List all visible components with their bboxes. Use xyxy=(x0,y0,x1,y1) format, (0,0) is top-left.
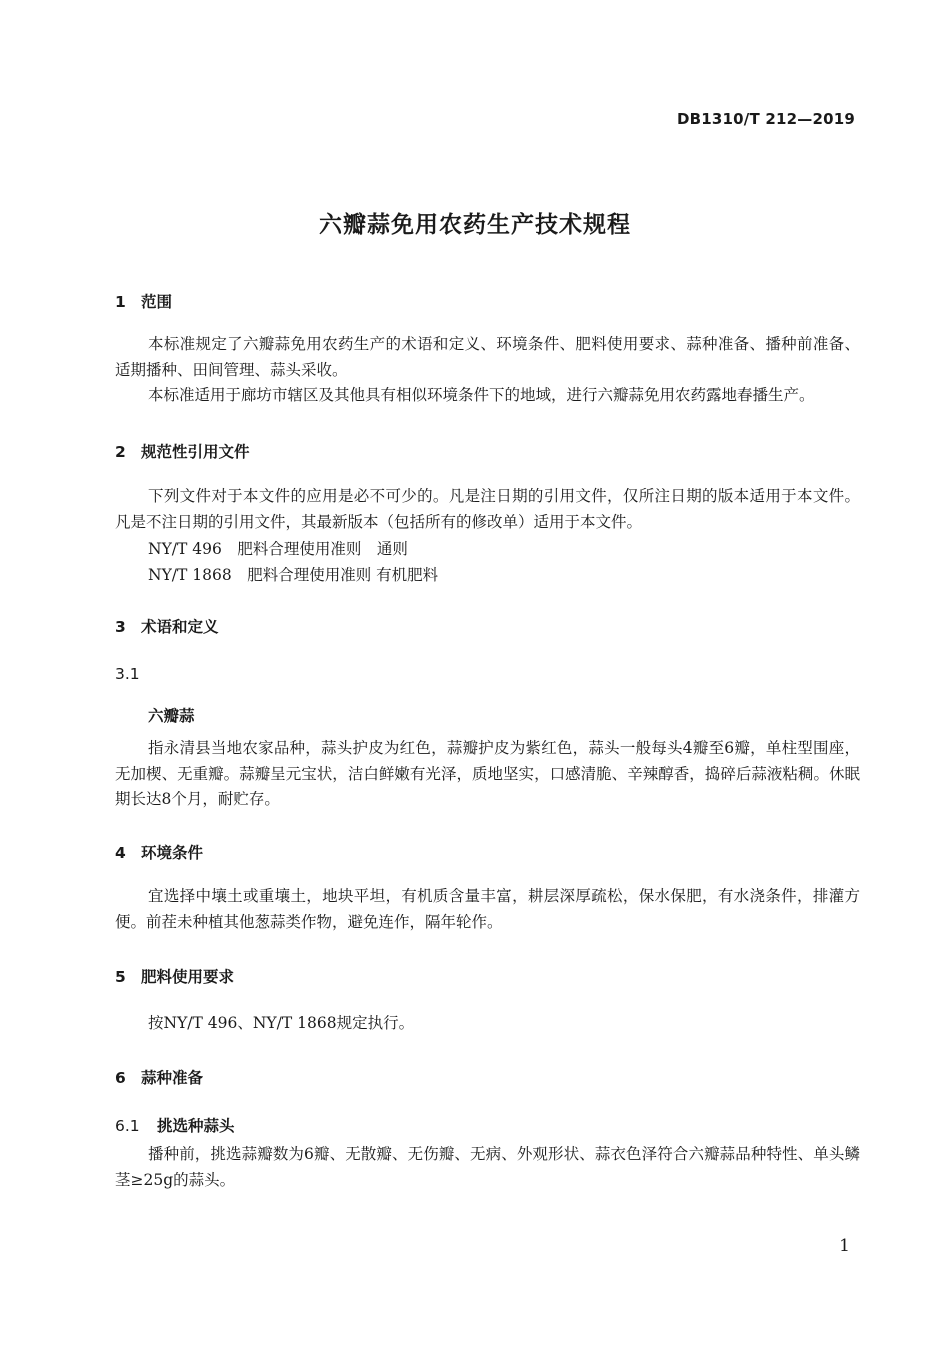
section-title: 环境条件 xyxy=(141,844,204,862)
subsection-number: 6.1 xyxy=(115,1117,140,1135)
section-title: 肥料使用要求 xyxy=(141,968,235,986)
term-definition: 指永清县当地农家品种，蒜头护皮为红色，蒜瓣护皮为紫红色，蒜头一般每头4瓣至6瓣，单柱型围座，无加楔、无重瓣。蒜瓣呈元宝状，洁白鲜嫩有光泽，质地坚实，口感清脆、辛辣醇香，捣碎后蒜液粘稠。休眠期长达8个月，耐贮存。 xyxy=(115,739,860,808)
section-5-paragraph-1: 按NY/T 496、NY/T 1868规定执行。 xyxy=(148,1014,415,1032)
document-code: DB1310/T 212—2019 xyxy=(676,110,855,128)
reference-nyt-1868: NY/T 1868 肥料合理使用准则 有机肥料 xyxy=(148,566,439,584)
section-5-heading xyxy=(115,965,234,987)
section-2-heading xyxy=(115,440,250,462)
section-1-heading xyxy=(115,290,172,312)
subsection-6-1-paragraph-1: 播种前，挑选蒜瓣数为6瓣、无散瓣、无伤瓣、无病、外观形状、蒜衣色泽符合六瓣蒜品种特性、单头鳞茎≥25g的蒜头。 xyxy=(115,1145,860,1189)
section-1-paragraph-1: 本标准规定了六瓣蒜免用农药生产的术语和定义、环境条件、肥料使用要求、蒜种准备、播种前准备、适期播种、田间管理、蒜头采收。 xyxy=(115,335,860,379)
reference-nyt-496: NY/T 496 肥料合理使用准则 通则 xyxy=(148,540,408,558)
section-number: 5 xyxy=(115,968,126,986)
section-title: 术语和定义 xyxy=(141,618,219,636)
section-number: 6 xyxy=(115,1069,126,1087)
section-3-heading xyxy=(115,615,219,637)
section-number: 3 xyxy=(115,618,126,636)
page-number: 1 xyxy=(839,1236,850,1256)
subsection-3-1-number: 3.1 xyxy=(115,665,140,683)
section-4-paragraph-1: 宜选择中壤土或重壤土，地块平坦，有机质含量丰富，耕层深厚疏松，保水保肥，有水浇条件，排灌方便。前茬未种植其他葱蒜类作物，避免连作，隔年轮作。 xyxy=(115,887,860,931)
subsection-6-1-heading xyxy=(115,1114,235,1136)
section-4-heading xyxy=(115,841,203,863)
section-number: 1 xyxy=(115,293,126,311)
section-2-paragraph-1: 下列文件对于本文件的应用是必不可少的。凡是注日期的引用文件，仅所注日期的版本适用于本文件。凡是不注日期的引用文件，其最新版本（包括所有的修改单）适用于本文件。 xyxy=(115,487,860,531)
section-1-paragraph-2: 本标准适用于廊坊市辖区及其他具有相似环境条件下的地域，进行六瓣蒜免用农药露地春播生产。 xyxy=(148,386,815,404)
section-title: 范围 xyxy=(141,293,173,311)
term-liubansuan: 六瓣蒜 xyxy=(148,707,195,725)
section-number: 4 xyxy=(115,844,126,862)
document-title: 六瓣蒜免用农药生产技术规程 xyxy=(319,212,631,238)
section-6-heading xyxy=(115,1066,203,1088)
section-title: 蒜种准备 xyxy=(141,1069,204,1087)
section-number: 2 xyxy=(115,443,126,461)
section-title: 规范性引用文件 xyxy=(141,443,250,461)
subsection-title: 挑选种蒜头 xyxy=(157,1117,235,1135)
